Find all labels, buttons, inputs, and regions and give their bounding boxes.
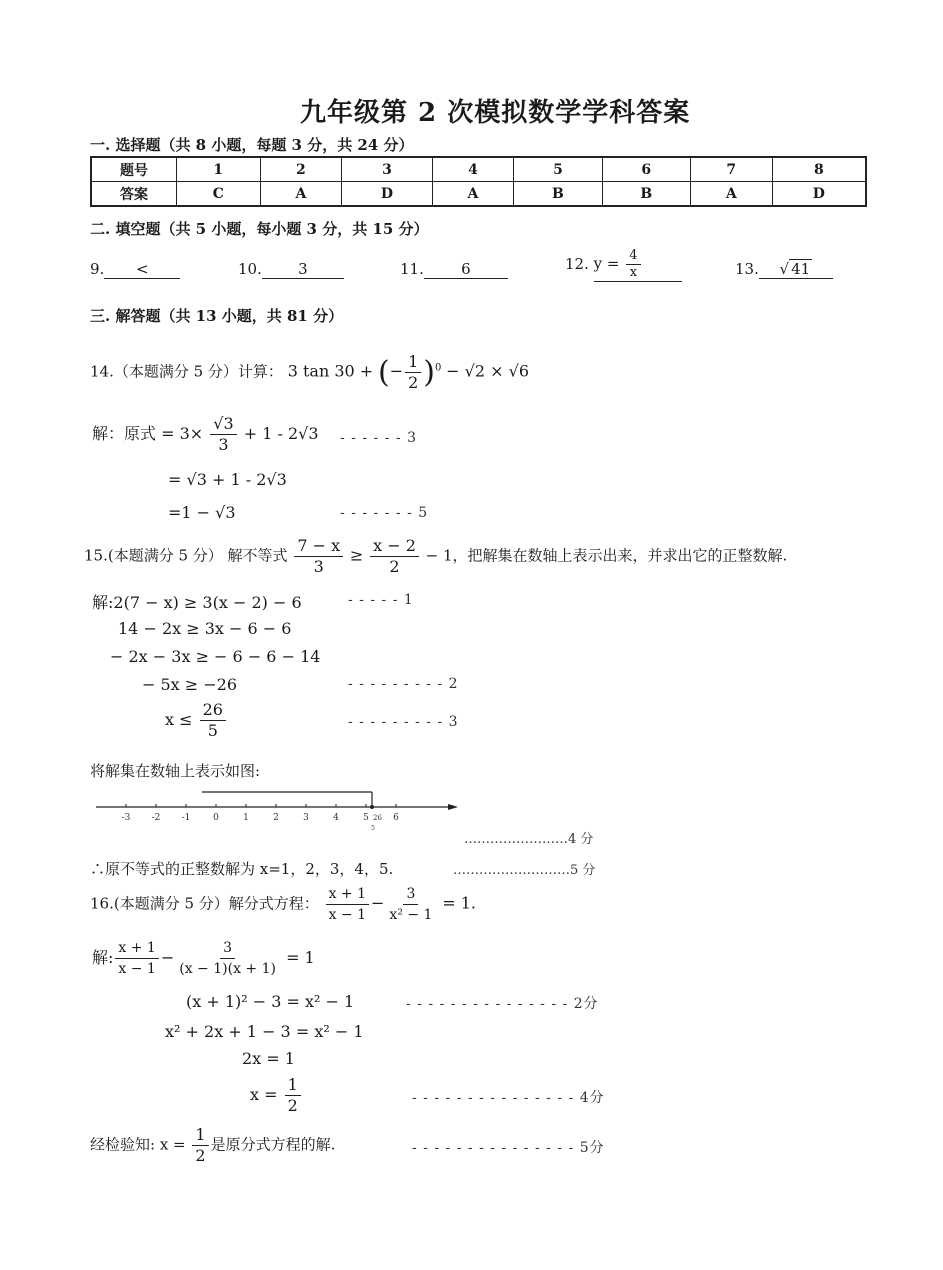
numerator: 1 (285, 1075, 301, 1096)
q16-solution-line-2: (x + 1)² − 3 = x² − 1 (186, 992, 355, 1011)
table-cell: A (432, 182, 514, 207)
fill-q13 (735, 260, 833, 279)
fraction (294, 536, 343, 577)
question-text: − 1，把解集在数轴上表示出来，并求出它的正整数解. (425, 546, 788, 565)
numerator: 7 − x (294, 536, 343, 557)
fill-answer (594, 248, 682, 282)
q16-solution-line-3: x² + 2x + 1 − 3 = x² − 1 (165, 1022, 364, 1041)
fill-answer: √ 41 (759, 260, 833, 279)
exponent: 0 (435, 362, 442, 374)
fraction (210, 414, 236, 455)
tick-label: 2 (273, 813, 279, 823)
fraction (405, 352, 421, 393)
fraction (370, 536, 419, 577)
score-marker: - - - - - - - 5 (340, 505, 429, 521)
fraction (115, 938, 158, 979)
check-text: 经检验知: x = (90, 1135, 186, 1154)
page-title: 九年级第 2 次模拟数学学科答案 (300, 98, 691, 128)
geq-sign: ≥ (349, 545, 364, 565)
score-marker: - - - - - - 3 (340, 430, 417, 446)
q15-solution-line-3: − 2x − 3x ≥ − 6 − 6 − 14 (110, 647, 321, 666)
table-cell: 4 (432, 157, 514, 182)
numerator: 3 (403, 884, 418, 905)
denominator: 3 (313, 557, 324, 576)
fill-answer: 3 (262, 260, 344, 279)
table-row (91, 157, 866, 182)
denominator: (x − 1)(x + 1) (179, 961, 276, 977)
q15-prompt (84, 536, 787, 577)
expression: = 1. (442, 893, 477, 913)
q15-solution-line-4: − 5x ≥ −26 (142, 675, 238, 694)
q15-solution-line-2: 14 − 2x ≥ 3x − 6 − 6 (118, 619, 292, 638)
denominator: 2 (389, 557, 400, 576)
denominator: 5 (207, 721, 218, 740)
check-text: 是原分式方程的解. (210, 1135, 336, 1154)
denominator: 2 (287, 1096, 298, 1115)
tick-label: -1 (181, 813, 191, 823)
denominator: 3 (218, 435, 229, 454)
table-cell: C (177, 182, 261, 207)
expression: + 1 - 2√3 (243, 424, 319, 443)
denominator: 2 (408, 373, 419, 392)
question-text: 16.(本题满分 5 分）解分式方程： (90, 894, 319, 913)
numerator: x + 1 (326, 884, 369, 905)
numerator: x + 1 (115, 938, 158, 959)
question-text: 14.（本题满分 5 分）计算： (90, 362, 283, 381)
radicand: 41 (791, 260, 811, 278)
q14-solution-line-3: =1 − √3 (168, 503, 236, 522)
expression: x ≤ (165, 710, 193, 729)
mark-label-denominator: 5 (371, 825, 375, 832)
q16-solution-line-1 (92, 938, 315, 979)
score-marker: - - - - - - - - - - - - - - - 2分 (406, 996, 599, 1012)
q16-prompt (90, 884, 476, 925)
answer-prefix: y = (593, 254, 620, 273)
expression: 3 tan 30 + (287, 361, 374, 381)
score-marker: - - - - - - - - - - - - - - - 4分 (412, 1090, 605, 1106)
score-marker: - - - - - - - - - 3 (348, 714, 459, 730)
tick-label: 6 (393, 813, 399, 823)
fraction (285, 1075, 301, 1116)
section-heading-choice: 一. 选择题（共 8 小题，每题 3 分，共 24 分） (90, 136, 414, 154)
score-marker: ……………………4 分 (464, 832, 594, 847)
fill-answer: < (104, 260, 180, 279)
fill-q9 (90, 260, 180, 279)
question-number: 11. (400, 260, 424, 278)
numerator: 4 (626, 248, 640, 265)
table-cell: 5 (514, 157, 602, 182)
q15-solution-line-1: 解:2(7 − x) ≥ 3(x − 2) − 6 (92, 593, 302, 612)
score-marker: - - - - - 1 (348, 592, 414, 608)
question-text: 15.(本题满分 5 分） 解不等式 (84, 546, 288, 565)
numberline-caption: 将解集在数轴上表示如图: (90, 762, 261, 780)
score-marker: - - - - - - - - - 2 (348, 676, 459, 692)
paren-left: ( (377, 355, 390, 390)
fill-answer: 6 (424, 260, 508, 279)
tick-label: 3 (303, 813, 309, 823)
table-cell: B (602, 182, 690, 207)
question-number: 12. (565, 255, 589, 273)
question-number: 10. (238, 260, 262, 278)
solution-endpoint (370, 805, 374, 809)
arrow-icon (448, 804, 458, 810)
minus-sign: − (371, 893, 385, 913)
fraction (386, 884, 435, 925)
tick-label: 1 (243, 813, 249, 823)
numerator: 26 (200, 700, 226, 721)
table-cell: A (690, 182, 772, 207)
q16-solution-line-4: 2x = 1 (242, 1049, 295, 1068)
numerator: 1 (192, 1125, 208, 1146)
q14-solution-line-2: = √3 + 1 - 2√3 (168, 470, 287, 489)
table-cell: 7 (690, 157, 772, 182)
solution-label: 解: (92, 948, 114, 967)
table-cell: D (342, 182, 432, 207)
table-row (91, 182, 866, 207)
question-number: 9. (90, 260, 105, 278)
q16-solution-line-5 (250, 1075, 303, 1116)
tick-label: 5 (363, 813, 369, 823)
fraction (200, 700, 226, 741)
q15-solution-line-5 (165, 700, 228, 741)
tick-label: -3 (121, 813, 131, 823)
score-marker: ………………………5 分 (453, 863, 596, 878)
numerator: x − 2 (370, 536, 419, 557)
solution-label: 解：原式 = 3× (92, 424, 204, 443)
expression: = 1 (286, 948, 315, 967)
tick-label: 0 (213, 813, 219, 823)
table-cell: D (772, 182, 866, 207)
score-marker: - - - - - - - - - - - - - - - 5分 (412, 1140, 605, 1156)
q14-solution-line-1 (92, 414, 319, 455)
number-line (90, 786, 470, 836)
fill-q10 (238, 260, 344, 279)
section-heading-solve: 三. 解答题（共 13 小题，共 81 分） (90, 307, 344, 325)
table-cell: 3 (342, 157, 432, 182)
question-number: 13. (735, 260, 759, 278)
denominator: x − 1 (328, 907, 367, 923)
q16-check (90, 1125, 335, 1166)
fill-q12 (565, 248, 682, 282)
table-cell: 1 (177, 157, 261, 182)
table-header-cell: 题号 (91, 157, 177, 182)
q15-conclusion: ∴原不等式的正整数解为 x=1，2，3，4，5. (90, 860, 394, 878)
fraction (326, 884, 369, 925)
table-cell: 6 (602, 157, 690, 182)
fraction (626, 248, 640, 281)
paren-right: ) (423, 355, 436, 390)
section-heading-fill: 二. 填空题（共 5 小题，每小题 3 分，共 15 分） (90, 220, 429, 238)
fraction (176, 938, 279, 979)
minus-sign: − (160, 948, 175, 967)
denominator: x − 1 (118, 961, 156, 977)
numerator: 3 (220, 938, 235, 959)
mark-label-numerator: 26 (373, 814, 382, 822)
denominator: x² − 1 (389, 907, 433, 923)
table-cell: 8 (772, 157, 866, 182)
denominator: x (629, 265, 638, 280)
fill-q11 (400, 260, 508, 279)
table-cell: 2 (260, 157, 342, 182)
denominator: 2 (195, 1146, 206, 1165)
expression: x = (250, 1085, 278, 1104)
tick-label: 4 (333, 813, 339, 823)
expression: − √2 × √6 (446, 361, 529, 381)
fraction (192, 1125, 208, 1166)
q14-prompt (90, 352, 529, 393)
table-cell: A (260, 182, 342, 207)
tick-label: -2 (151, 813, 161, 823)
table-header-cell: 答案 (91, 182, 177, 207)
answer-table (90, 156, 867, 207)
numerator: 1 (405, 352, 421, 373)
minus-sign: − (389, 361, 404, 381)
numerator: √3 (210, 414, 236, 435)
table-cell: B (514, 182, 602, 207)
